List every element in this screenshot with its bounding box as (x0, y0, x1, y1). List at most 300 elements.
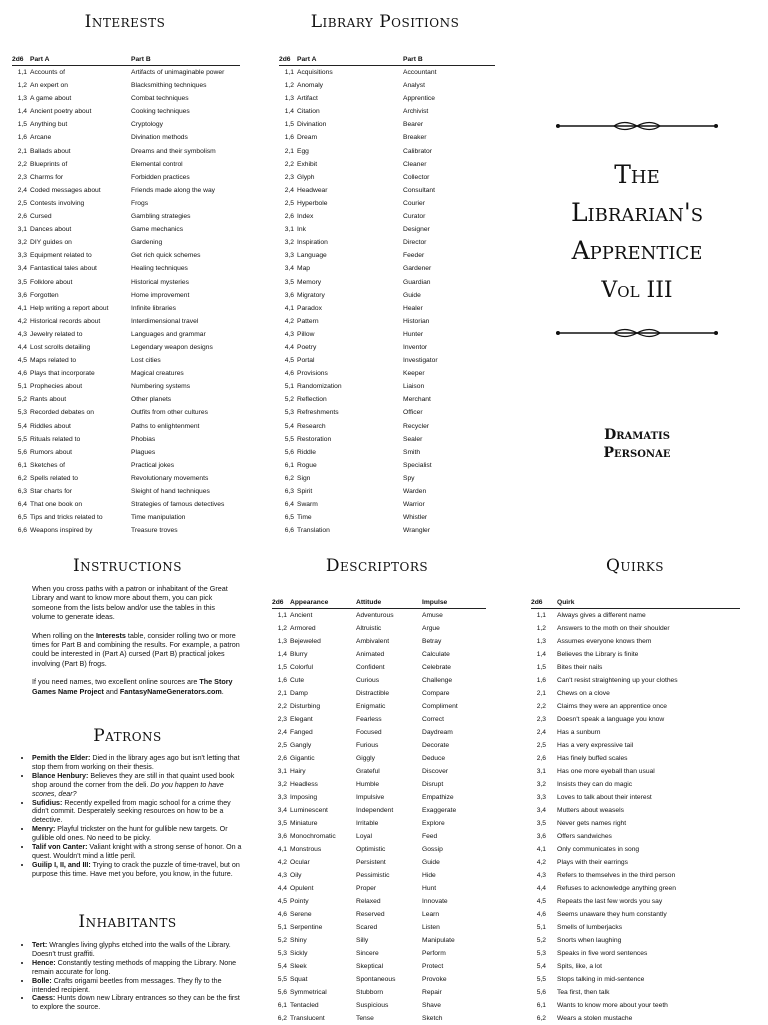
table-row (279, 420, 495, 433)
positions-heading: Library Positions (310, 12, 460, 32)
text-run: and (103, 686, 120, 696)
table-row (272, 830, 486, 843)
table-cell: Innovate (422, 898, 448, 905)
table-row (279, 315, 495, 328)
table-cell: Furious (356, 742, 379, 749)
table-cell: Shiny (290, 937, 307, 944)
table-row (12, 223, 240, 236)
person-description: Playful trickster on the hunt for gullible new targets. Or gullible old ones. No need to be picky. (32, 825, 228, 843)
table-cell: Anomaly (297, 82, 324, 90)
roll-cell: 4,2 (277, 859, 287, 866)
list-item (32, 772, 245, 799)
table-row (272, 622, 486, 635)
table-cell: Feeder (403, 252, 425, 260)
column-header: Part A (30, 56, 50, 63)
roll-cell: 1,4 (536, 651, 546, 658)
roll-cell: 6,6 (17, 527, 27, 535)
table-row (272, 908, 486, 921)
table-row (279, 223, 495, 236)
roll-cell: 4,3 (277, 872, 287, 879)
table-cell: Poetry (297, 343, 317, 351)
table-row (279, 262, 495, 275)
table-row (279, 197, 495, 210)
table-row (12, 459, 240, 472)
table-cell: Independent (356, 807, 394, 814)
table-cell: Oily (290, 872, 302, 879)
table-cell: Gangly (290, 742, 312, 749)
table-row (12, 524, 240, 537)
patrons-list (22, 754, 245, 879)
roll-cell: 4,4 (277, 885, 287, 892)
table-cell: Index (297, 213, 314, 221)
inhabitants-heading: Inhabitants (78, 912, 177, 932)
cover-title (540, 156, 734, 270)
column-header: Quirk (557, 599, 575, 606)
roll-cell: 4,6 (17, 370, 27, 378)
table-row (272, 869, 486, 882)
table-cell: Acquisitions (297, 69, 333, 76)
table-row (279, 472, 495, 485)
table-cell: Repeats the last few words you say (557, 898, 663, 905)
table-cell: Blueprints of (30, 160, 68, 168)
table-cell: Can't resist straightening up your clothes (557, 677, 678, 684)
table-cell: Translucent (290, 1015, 325, 1022)
table-row (531, 856, 740, 869)
table-cell: Sign (297, 474, 311, 482)
table-cell: Sleight of hand techniques (131, 488, 210, 495)
table-cell: Egg (297, 147, 309, 155)
roll-cell: 2,2 (284, 160, 294, 168)
roll-cell: 6,2 (536, 1015, 546, 1022)
roll-cell: 5,5 (17, 435, 27, 443)
table-row (12, 66, 240, 80)
table-row (272, 934, 486, 947)
roll-cell: 5,6 (277, 989, 287, 996)
table-row (531, 817, 740, 830)
table-row (279, 66, 495, 80)
roll-cell: 6,2 (17, 474, 27, 482)
table-cell: Rumors about (30, 448, 73, 456)
roll-cell: 1,1 (536, 612, 546, 619)
table-row (531, 882, 740, 895)
table-row (272, 609, 486, 623)
table-cell: Monochromatic (290, 833, 336, 840)
table-cell: Daydream (422, 729, 453, 736)
table-cell: Gossip (422, 846, 443, 853)
table-cell: Gardener (403, 265, 432, 273)
table-row (272, 973, 486, 986)
table-cell: Colorful (290, 664, 314, 671)
roll-cell: 5,6 (536, 989, 546, 996)
table-cell: Wears a stolen mustache (557, 1015, 633, 1022)
table-cell: Fanged (290, 729, 313, 736)
table-cell: Accounts of (30, 69, 65, 76)
table-cell: Plays that incorporate (30, 370, 95, 378)
table-cell: Sealer (403, 435, 423, 443)
table-row (272, 674, 486, 687)
table-cell: Glyph (297, 173, 315, 181)
table-cell: Provoke (422, 976, 447, 983)
roll-cell: 1,6 (277, 677, 287, 684)
table-cell: Has a very expressive tail (557, 742, 634, 749)
table-cell: Monstrous (290, 846, 322, 853)
table-row (531, 843, 740, 856)
roll-cell: 6,5 (284, 514, 294, 522)
table-row (531, 1012, 740, 1025)
text-run: . (221, 686, 224, 696)
table-cell: Argue (422, 625, 440, 632)
table-cell: Refers to themselves in the third person (557, 872, 676, 879)
table-header-row (272, 598, 486, 609)
table-cell: Artifact (297, 95, 318, 103)
table-row (531, 622, 740, 635)
table-cell: Challenge (422, 677, 453, 684)
roll-cell: 2,5 (17, 199, 27, 207)
table-cell: Randomization (297, 383, 342, 391)
roll-cell: 1,6 (17, 134, 27, 142)
roll-cell: 1,3 (536, 638, 546, 645)
table-cell: Riddle (297, 448, 316, 456)
table-cell: Numbering systems (131, 383, 191, 391)
table-cell: Suspicious (356, 1002, 389, 1009)
table-row (12, 406, 240, 419)
table-row (279, 511, 495, 524)
column-header: 2d6 (531, 599, 543, 606)
table-cell: Recorded debates on (30, 409, 94, 417)
table-cell: Collector (403, 173, 430, 181)
table-row (12, 393, 240, 406)
instructions-heading: Instructions (72, 556, 183, 576)
table-cell: Has one more eyeball than usual (557, 768, 655, 775)
list-item (32, 861, 245, 879)
roll-cell: 2,1 (17, 147, 27, 155)
table-row (12, 131, 240, 144)
table-cell: Reflection (297, 396, 327, 404)
person-description: Wrangles living glyphs etched into the walls of the Library. Doesn't trust graffiti. (32, 941, 231, 958)
table-row (279, 289, 495, 302)
volume-label: Vol III (601, 278, 673, 303)
roll-cell: 2,3 (536, 716, 546, 723)
table-cell: Prophecies about (30, 383, 83, 391)
roll-cell: 3,4 (536, 807, 546, 814)
table-row (272, 778, 486, 791)
table-cell: Celebrate (422, 664, 451, 671)
table-cell: Pattern (297, 317, 319, 325)
table-row (272, 726, 486, 739)
table-cell: Analyst (403, 82, 425, 90)
table-row (531, 791, 740, 804)
person-description: Crafts origami beetles from messages. They fly to the intended recipient. (32, 976, 222, 994)
roll-cell: 4,3 (536, 872, 546, 879)
table-cell: Calibrator (403, 147, 432, 155)
table-cell: Consultant (403, 186, 435, 194)
table-cell: Plagues (131, 448, 156, 456)
table-row (531, 778, 740, 791)
table-cell: Tentacled (290, 1002, 319, 1009)
table-cell: Fantastical tales about (30, 265, 97, 273)
person-name: Menry: (32, 825, 56, 834)
person-description: Trying to crack the puzzle of time-travel, but on purpose this time. Have met you before, you know, in the future. (32, 860, 240, 878)
table-row (272, 752, 486, 765)
table-cell: Claims they were an apprentice once (557, 703, 668, 710)
roll-cell: 2,3 (17, 173, 27, 181)
roll-cell: 5,3 (536, 950, 546, 957)
table-cell: Loves to talk about their interest (557, 794, 652, 801)
roll-cell: 2,4 (536, 729, 546, 736)
table-cell: Impulsive (356, 794, 385, 801)
table-cell: Tips and tricks related to (30, 514, 103, 522)
table-cell: Calculate (422, 651, 450, 658)
table-cell: Portal (297, 357, 315, 365)
person-description: Valiant knight with a strong sense of honor. On a quest. Wouldn't mind a little peril. (32, 843, 242, 860)
table-row (279, 236, 495, 249)
table-cell: Apprentice (403, 95, 435, 103)
table-cell: Sketches of (30, 461, 65, 469)
table-cell: Combat techniques (131, 95, 189, 103)
table-cell: Investigator (403, 357, 438, 365)
table-cell: Cleaner (403, 160, 427, 168)
table-row (279, 498, 495, 511)
table-cell: Strategies of famous detectives (131, 501, 225, 509)
table-cell: Gardening (131, 239, 163, 247)
table-row (531, 700, 740, 713)
table-cell: Silly (356, 937, 369, 944)
table-row (12, 184, 240, 197)
table-row (12, 511, 240, 524)
table-cell: Ancient poetry about (30, 108, 92, 116)
title-line: Apprentice (571, 236, 703, 265)
table-cell: Exaggerate (422, 807, 457, 814)
table-cell: Friends made along the way (131, 186, 216, 194)
table-cell: Translation (297, 527, 330, 535)
table-row (272, 947, 486, 960)
table-cell: Seems unaware they hum constantly (557, 911, 667, 918)
table-cell: Blacksmithing techniques (131, 82, 207, 90)
table-row (272, 713, 486, 726)
table-cell: Anything but (30, 121, 68, 129)
table-cell: Sketch (422, 1015, 443, 1022)
table-cell: Spy (403, 474, 415, 482)
roll-cell: 5,2 (277, 937, 287, 944)
table-cell: Director (403, 239, 427, 247)
table-cell: Merchant (403, 396, 431, 404)
table-cell: Interdimensional travel (131, 317, 199, 325)
roll-cell: 1,2 (536, 625, 546, 632)
table-cell: Pessimistic (356, 872, 390, 879)
table-row (531, 635, 740, 648)
roll-cell: 2,1 (284, 147, 294, 155)
table-row (279, 446, 495, 459)
roll-cell: 3,2 (536, 781, 546, 788)
roll-cell: 4,5 (17, 357, 27, 365)
table-cell: Learn (422, 911, 440, 918)
instructions-text (32, 584, 240, 705)
table-row (272, 960, 486, 973)
table-cell: Liaison (403, 383, 425, 391)
table-cell: Deduce (422, 755, 446, 762)
table-cell: Tea first, then talk (557, 989, 610, 996)
table-cell: Loyal (356, 833, 372, 840)
table-cell: Perform (422, 950, 446, 957)
table-cell: Assumes everyone knows them (557, 638, 652, 645)
table-cell: Squat (290, 976, 308, 983)
roll-cell: 5,1 (536, 924, 546, 931)
table-cell: Home improvement (131, 291, 190, 299)
table-cell: Armored (290, 625, 316, 632)
table-row (12, 328, 240, 341)
roll-cell: 1,4 (17, 108, 27, 116)
table-row (279, 171, 495, 184)
table-cell: Animated (356, 651, 385, 658)
table-cell: Chews on a clove (557, 690, 610, 697)
table-row (12, 446, 240, 459)
table-cell: Treasure troves (131, 527, 178, 535)
table-cell: Hide (422, 872, 436, 879)
table-cell: Confident (356, 664, 385, 671)
roll-cell: 4,4 (17, 343, 27, 351)
table-cell: Historical records about (30, 317, 101, 325)
table-cell: Imposing (290, 794, 318, 801)
roll-cell: 6,1 (536, 1002, 546, 1009)
roll-cell: 1,5 (536, 664, 546, 671)
table-cell: Ink (297, 226, 306, 234)
roll-cell: 5,6 (17, 448, 27, 456)
table-cell: Provisions (297, 370, 328, 378)
table-row (531, 973, 740, 986)
roll-cell: 6,3 (284, 488, 294, 495)
table-cell: Ocular (290, 859, 310, 866)
column-header: 2d6 (272, 599, 284, 606)
text-run-bold: Interests (95, 630, 126, 640)
table-row (12, 354, 240, 367)
table-row (531, 934, 740, 947)
column-header: Part B (131, 56, 151, 63)
table-row (279, 131, 495, 144)
table-cell: Repair (422, 989, 442, 996)
table-cell: Listen (422, 924, 440, 931)
table-cell: Disrupt (422, 781, 444, 788)
column-header: Attitude (356, 599, 382, 606)
roll-cell: 4,4 (536, 885, 546, 892)
person-name: Sufidius: (32, 798, 63, 807)
roll-cell: 2,6 (17, 213, 27, 221)
inhabitants-list (22, 941, 245, 1012)
table-cell: Miniature (290, 820, 318, 827)
table-row (279, 433, 495, 446)
table-cell: Elegant (290, 716, 313, 723)
table-cell: Believes the Library is finite (557, 651, 639, 658)
roll-cell: 3,6 (17, 291, 27, 299)
positions-table (279, 55, 495, 537)
bottom-ornament (554, 326, 720, 340)
text-run: table, consider rolling two or more times for Part B and combining the results. For example, a patron could be interested in (Part A) cursed (Part B) practical jokes involving (Part B) frogs. (32, 630, 240, 668)
table-row (12, 433, 240, 446)
table-cell: Map (297, 265, 311, 273)
list-item (32, 754, 245, 772)
roll-cell: 5,4 (536, 963, 546, 970)
roll-cell: 3,3 (536, 794, 546, 801)
table-row (12, 249, 240, 262)
table-cell: Dances about (30, 226, 72, 234)
table-cell: Never gets names right (557, 820, 627, 827)
table-cell: Exhibit (297, 160, 318, 168)
instructions-paragraph (32, 631, 240, 669)
table-row (272, 700, 486, 713)
table-row (531, 648, 740, 661)
table-cell: Ambivalent (356, 638, 390, 645)
roll-cell: 1,5 (17, 121, 27, 129)
roll-cell: 6,5 (17, 514, 27, 522)
table-row (531, 713, 740, 726)
table-cell: Curator (403, 213, 426, 221)
table-cell: Wrangler (403, 527, 431, 535)
table-row (272, 986, 486, 999)
table-cell: Always gives a different name (557, 612, 646, 619)
table-row (12, 315, 240, 328)
table-cell: Star charts for (30, 488, 72, 495)
roll-cell: 1,6 (284, 134, 294, 142)
table-row (279, 92, 495, 105)
table-cell: Time (297, 514, 312, 522)
table-cell: Betray (422, 638, 442, 645)
table-cell: Humble (356, 781, 380, 788)
list-item (32, 825, 245, 843)
table-row (279, 184, 495, 197)
quirks-table (531, 598, 740, 1025)
table-cell: Reserved (356, 911, 385, 918)
table-cell: Proper (356, 885, 377, 892)
roll-cell: 5,4 (17, 422, 27, 430)
table-cell: Historical mysteries (131, 278, 189, 286)
table-cell: Giggly (356, 755, 375, 762)
table-cell: Sleek (290, 963, 307, 970)
list-item (32, 959, 245, 977)
table-row (12, 472, 240, 485)
table-row (272, 765, 486, 778)
table-cell: Bejeweled (290, 638, 321, 645)
table-cell: Answers to the moth on their shoulder (557, 625, 670, 632)
table-cell: Riddles about (30, 422, 71, 430)
roll-cell: 5,2 (284, 396, 294, 404)
table-row (531, 999, 740, 1012)
table-cell: Sincere (356, 950, 379, 957)
table-row (12, 92, 240, 105)
person-description: Died in the library ages ago but isn't letting that stop them from working on their thesis. (32, 754, 240, 771)
table-row (272, 882, 486, 895)
table-cell: Weapons inspired by (30, 527, 93, 535)
table-row (279, 302, 495, 315)
roll-cell: 5,2 (536, 937, 546, 944)
text-run-bold: FantasyNameGenerators.com (119, 686, 222, 696)
table-row (12, 485, 240, 498)
roll-cell: 2,3 (284, 173, 294, 181)
roll-cell: 3,5 (17, 278, 27, 286)
text-run-bold: The Story Games Name Project (32, 677, 233, 696)
roll-cell: 3,2 (284, 239, 294, 247)
table-cell: Contests involving (30, 199, 85, 207)
table-cell: Doesn't speak a language you know (557, 716, 665, 723)
title-line: Librarian's (570, 198, 704, 227)
table-cell: Research (297, 422, 326, 430)
table-cell: Symmetrical (290, 989, 327, 996)
roll-cell: 3,4 (277, 807, 287, 814)
table-cell: Blurry (290, 651, 308, 658)
table-cell: DIY guides on (30, 239, 72, 247)
list-item (32, 799, 245, 826)
table-row (531, 687, 740, 700)
table-cell: Dreams and their symbolism (131, 147, 216, 155)
table-row (279, 354, 495, 367)
